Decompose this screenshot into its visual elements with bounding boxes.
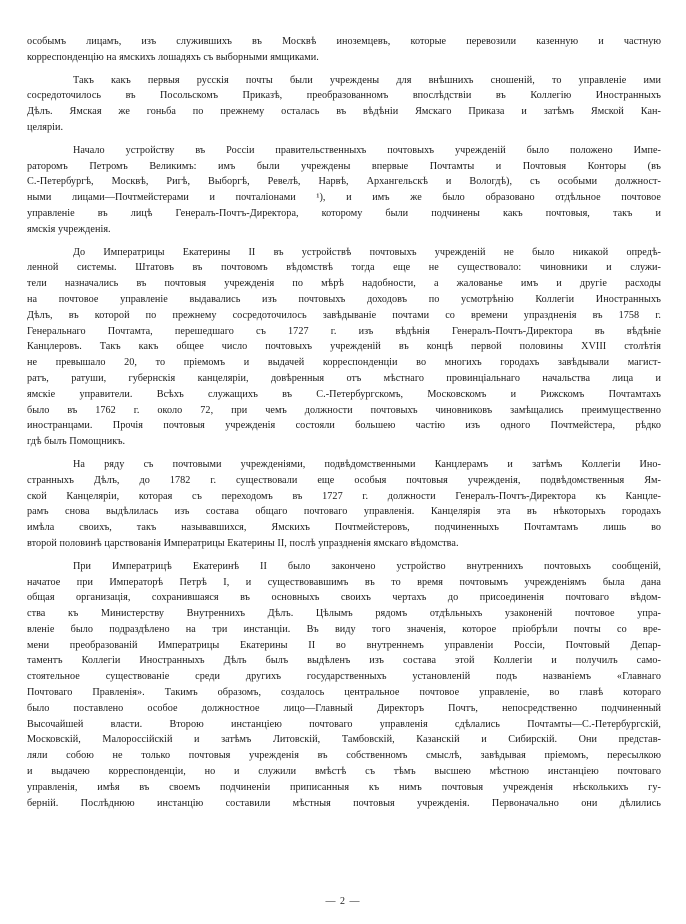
text-line: ямскіе управители. Всѣхъ служащихъ въ С.-Петербургскомъ, Московскомъ и Рижскомъ Почтамтахъ [27,388,661,400]
text-line: общая организація, сохранившаяся въ основныхъ своихъ чертахъ до присоединенія почтоваго вѣдом- [27,592,661,604]
text-line: При Императрицѣ Екатеринѣ II было закончено устройство внутреннихъ почтовыхъ сообщеній, [73,560,661,572]
text-line: тели назначались въ почтовыя учрежденія по мѣрѣ надобности, а жалованье имъ и другіе расходы [27,278,661,290]
text-line: корреспонденцію на ямскихъ лошадяхъ съ выборными ямщиками. [27,51,319,63]
text-line: на почтовое управленіе выдавались изъ почтовыхъ доходовъ по усмотрѣнію Коллегіи Иностранныхъ [27,293,661,305]
text-line: начатое при Императорѣ Петрѣ I, и существовавшимъ въ то время почтовымъ учрежденіямъ была дана [27,576,661,588]
text-line: берній. Послѣднюю инстанцію составили мѣстныя почтовыя учрежденія. Первоначально они дѣлились [27,797,661,809]
text-line: второй половинѣ царствованія Императрицы Екатерины II, послѣ упраздненія ямскаго вѣдомства. [27,537,459,549]
text-line: было въ 1762 г. около 72, при чемъ должности почтовыхъ чиновниковъ замѣщались преимущественно [27,404,661,416]
text-line: особымъ лицамъ, изъ служившихъ въ Москвѣ иноземцевъ, которые перевозили казенную и частную [27,36,661,47]
text-line: Московскій, Малороссійскій и затѣмъ Литовскій, Тамбовскій, Казанскій и Сибирскій. Они представ- [27,734,661,746]
paragraph-2 [27,73,661,136]
page-number: — 2 — [325,896,361,907]
text-line: ляли собою не только почтовыя учрежденія въ собственномъ смыслѣ, завѣдывая пріемомъ, пересылкою [27,750,661,762]
text-line: стоятельное существованіе среди другихъ государственныхъ установленій подъ названіемъ «Главнаго [27,671,661,683]
text-line: С.-Петербургѣ, Москвѣ, Ригѣ, Выборгѣ, Ревелѣ, Нарвѣ, Архангельскѣ и Вологдѣ), съ особыми должност- [27,176,661,188]
text-line: рамъ снова выдѣлилась изъ состава общаго почтоваго управленія. Канцелярія эта въ нѣкоторыхъ городахъ [27,506,661,518]
text-line: На ряду съ почтовыми учрежденіями, подвѣдомственными Канцлерамъ и затѣмъ Коллегіи Ино- [73,458,661,470]
text-line: Начало устройству въ Россіи правительственныхъ почтовыхъ учрежденій было положено Импе- [73,144,661,156]
paragraph-3 [27,143,661,238]
text-line: гдѣ былъ Помощникъ. [27,436,126,448]
paragraph-1 [27,34,661,66]
text-line: управленія, имѣя въ своемъ подчиненіи приписанныя къ нимъ почтовыя учрежденія нѣсколькихъ гу- [27,781,661,793]
text-line: До Императрицы Екатерины II въ устройствѣ почтовыхъ учрежденій не было никакой опредѣ- [73,246,661,258]
paragraph-5 [27,457,661,552]
text-line: сосредоточилось въ Посольскомъ Приказѣ, преобразованномъ впослѣдствіи въ Коллегію Иностранныхъ [27,90,661,102]
text-line: иностранцами. Прочія почтовыя учрежденія состояли большею частію изъ одного Почтмейстера, рѣдко [27,420,661,432]
text-line: ской Канцеляріи, которая съ переходомъ въ 1727 г. должности Генералъ-Почтъ-Директора къ Канцле- [27,490,661,502]
text-line: и выдачею корреспонденціи, но и служили вмѣстѣ съ тѣмъ высшею мѣстною инстанціею почтоваго [27,766,661,778]
text-line: управленіе въ лицѣ Генералъ-Почтъ-Директора, которому были подчинены какъ почтовыя, такъ и [27,207,661,219]
paragraph-4 [27,245,661,450]
text-line: Дѣлъ, въ которой по прежнему сосредоточилось завѣдываніе почтами со времени упраздненія въ 1758 г. [27,309,661,321]
text-line: ленной системы. Штатовъ въ почтовомъ вѣдомствѣ тогда еще не существовало: чиновники и служи- [27,262,661,274]
text-line: ными лицами—Почтмейстерами и почталіонами ¹), и имъ же было образовано отдѣльное почтовое [27,192,661,204]
paragraph-6 [27,559,661,812]
text-line: вленіе было подраздѣлено на три инстанціи. Въ виду того значенія, которое пріобрѣли почты со вре- [27,623,661,635]
text-line: Дѣлъ. Ямская же гоньба по прежнему осталась въ вѣдѣніи Ямскаго Приказа и затѣмъ Ямской Кан- [27,106,661,118]
text-line: Такъ какъ первыя русскія почты были учреждены для внѣшнихъ сношеній, то управленіе ими [73,74,661,86]
text-line: мени преобразованій Императрицы Екатерины II во внутреннемъ управленіи Россіи, Почтовый Депар- [27,639,661,651]
text-line: ямскія учрежденія. [27,223,111,235]
text-line: странныхъ Дѣлъ, до 1782 г. существовали еще особыя почтовыя учрежденія, подвѣдомственныя Ям- [27,474,661,486]
text-line: таментъ Коллегіи Иностранныхъ Дѣлъ былъ выдѣленъ изъ состава этой Коллегіи и получилъ само- [27,655,661,667]
text-line: не превышало 20, то пріемомъ и выдачей корреспонденціи во многихъ городахъ завѣдывали магист- [27,357,661,369]
text-line: целяріи. [27,121,64,133]
text-line: ства къ Министерству Внутреннихъ Дѣлъ. Цѣлымъ рядомъ отдѣльныхъ узаконеній почтовое упра- [27,608,661,620]
body-text [27,34,661,818]
text-line: раторомъ Петромъ Великимъ: имъ были учреждены впервые Почтамты и Почтовыя Конторы (въ [27,160,661,172]
text-line: ратъ, ратуши, губернскія канцеляріи, довѣренныя отъ мѣстнаго провинціальнаго начальства лица и [27,372,661,384]
text-line: Высочайшей власти. Второю инстанціею почтоваго управленія сдѣлались Почтамты—С.-Петербургскій, [27,718,661,730]
text-line: имѣла своихъ, такъ называвшихся, Ямскихъ Почтмейстеровъ, подчиненныхъ Почтамтамъ лишь во [27,522,661,534]
text-line: Канцлеровъ. Такъ какъ общее число почтовыхъ учрежденій въ концѣ первой половины XVIII столѣтія [27,341,661,353]
text-line: Почтоваго Правленія». Такимъ образомъ, создалось центральное почтовое управленіе, во главѣ котораго [27,687,661,699]
text-line: было поставлено особое должностное лицо—Главный Директоръ Почтъ, непосредственно подчиненный [27,702,661,714]
text-line: Генеральнаго Почтамта, перешедшаго съ 1727 г. изъ вѣдѣнія Генералъ-Почтъ-Директора въ вѣдѣніе [27,325,661,337]
